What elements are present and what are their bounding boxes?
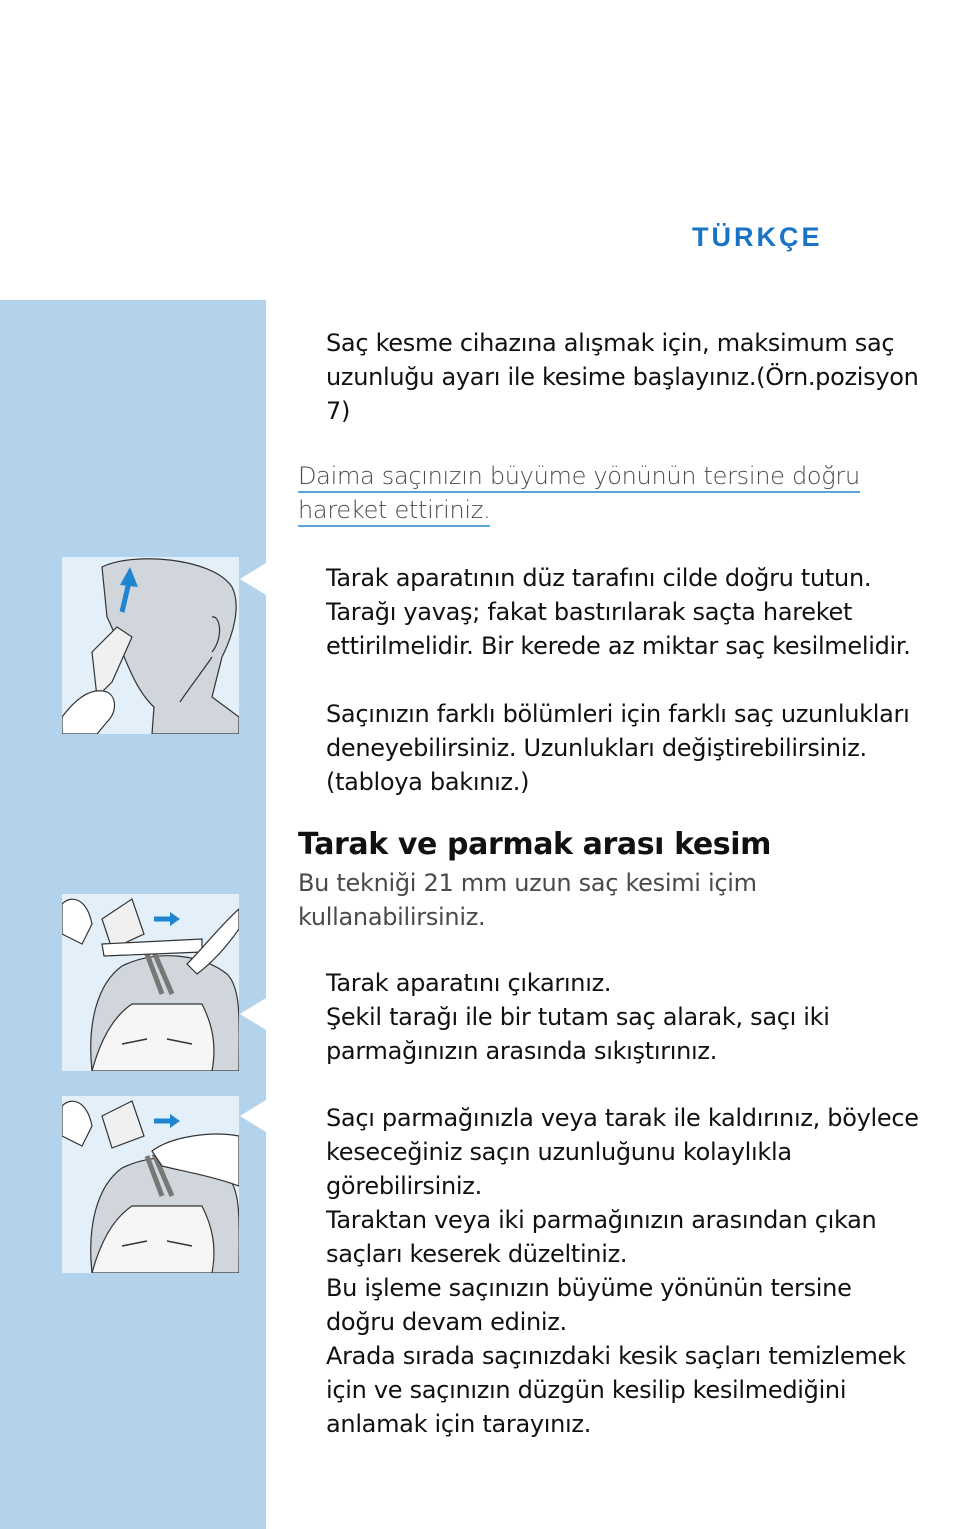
lengths-step-text: Saçınızın farklı bölümleri için farklı saç uzunlukları deneyebilirsiniz. Uzunlukları değiştirebilirsiniz.(tabloya bakınız.): [326, 700, 910, 796]
continue-step-text: Bu işleme saçınızın büyüme yönünün tersine doğru devam ediniz.: [326, 1274, 852, 1336]
section-heading: Tarak ve parmak arası kesim: [298, 827, 771, 862]
remove-comb-step-text: Tarak aparatını çıkarınız.: [326, 969, 612, 997]
language-title: TÜRKÇE: [692, 222, 823, 252]
comb-step-text: Tarak aparatının düz tarafını cilde doğru tutun. Tarağı yavaş; fakat bastırılarak saçta hareket ettirilmelidir. Bir kerede az miktar saç kesilmelidir.: [326, 564, 911, 660]
intro-step-text: Saç kesme cihazına alışmak için, maksimum saç uzunluğu ayarı ile kesime başlayınız.(Örn.pozisyon 7): [326, 329, 919, 425]
illustration-fingers-lift: [62, 1096, 239, 1273]
trim-step-text: Taraktan veya iki parmağınızın arasından çıkan saçları keserek düzeltiniz.: [326, 1206, 877, 1268]
tip-note: [298, 459, 898, 527]
pinch-hair-step-text: Şekil tarağı ile bir tutam saç alarak, saçı iki parmağınızın arasında sıkıştırınız.: [326, 1003, 830, 1065]
illustration-back-of-head: [62, 557, 239, 734]
lift-hair-step-text: Saçı parmağınızla veya tarak ile kaldırınız, böylece keseceğiniz saçın uzunluğunu kolaylıkla görebilirsiniz.: [326, 1104, 919, 1200]
tip-line-2: hareket ettiriniz.: [298, 495, 490, 527]
comb-through-step-text: Arada sırada saçınızdaki kesik saçları temizlemek için ve saçınızın düzgün kesilip kesilmediğini anlamak için tarayınız.: [326, 1342, 906, 1438]
illustration-comb-fingers: [62, 894, 239, 1071]
tip-line-1: Daima saçınızın büyüme yönünün tersine doğru: [298, 461, 860, 493]
section-subtext: Bu tekniği 21 mm uzun saç kesimi içim kullanabilirsiniz.: [298, 869, 757, 931]
